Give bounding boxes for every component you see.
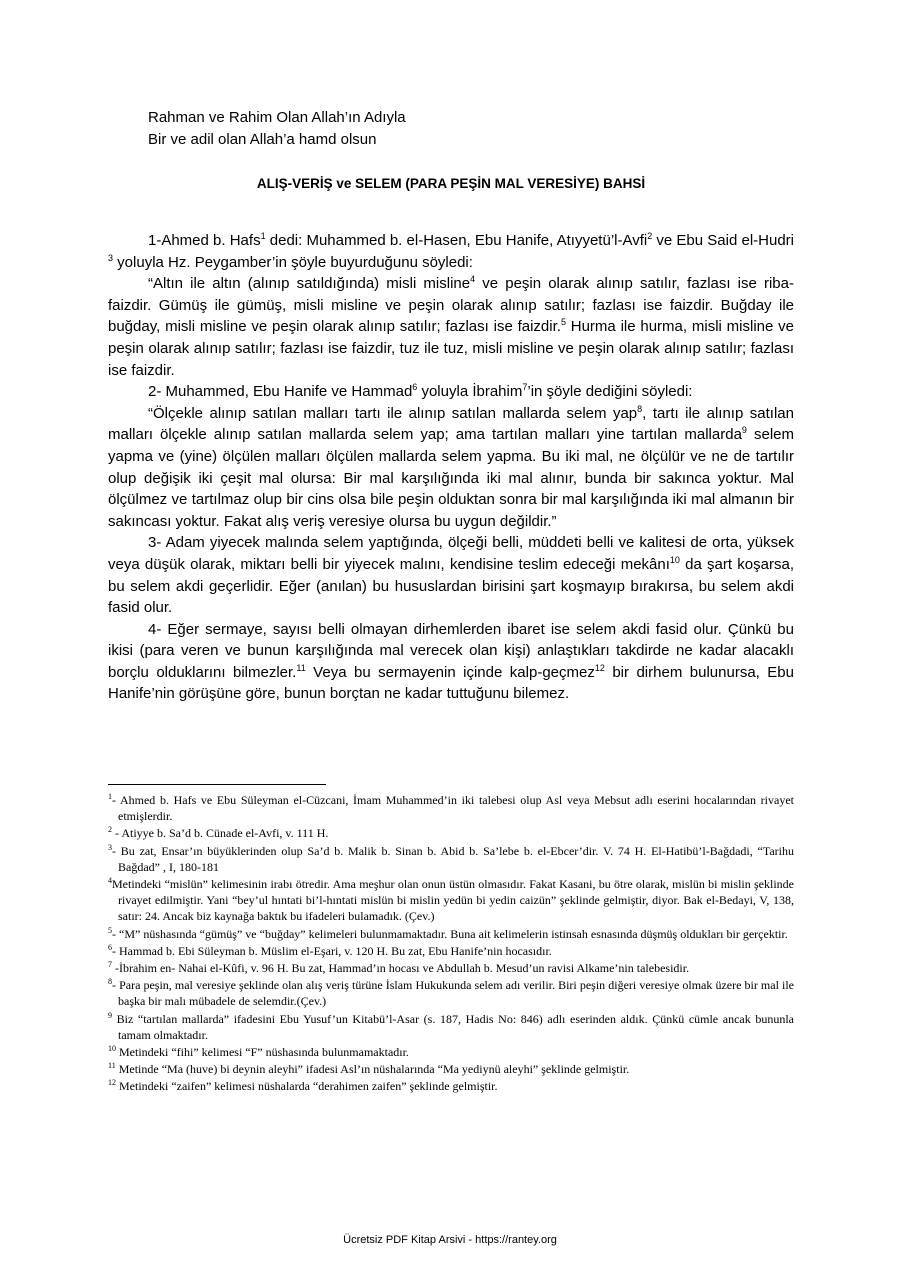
paragraph-5 xyxy=(108,532,794,618)
text-run: da şart koşarsa, bu selem akdi geçerlidir. Eğer (anılan) bu hususlardan birisini şart koşmayıp bırakırsa, bu selem akdi fasid olur. xyxy=(108,555,794,617)
footnote-text: - Atiyye b. Sa’d b. Cünade el-Avfi, v. 111 H. xyxy=(112,826,329,841)
text-run: , tartı ile alınıp satılan malları ölçekle alınıp satılan mallarda selem yap; ama tartılan malları yine tartılan mallarda xyxy=(108,404,794,444)
text-run: “Altın ile altın (alınıp satıldığında) misli misline xyxy=(148,275,471,293)
footnote xyxy=(108,960,794,976)
footnote-ref[interactable]: 10 xyxy=(669,554,680,565)
footnote xyxy=(108,1061,794,1077)
footnote-number: 5 xyxy=(108,925,112,935)
footnote xyxy=(108,1044,794,1060)
paragraph-3 xyxy=(108,381,794,403)
footnote-number: 2 xyxy=(108,825,112,835)
opening-invocation xyxy=(148,107,406,151)
footnotes xyxy=(108,792,794,1096)
page-footer: Ücretsiz PDF Kitap Arsivi - https://rantey.org xyxy=(343,1234,557,1246)
footnote-text: Metindeki “mislün” kelimesinin irabı ötredir. Ama meşhur olan onun üstün olmasıdır. Fakat Kasani, bu ötre olarak, mislün bi mislin şeklinde rivayet edilmiştir. Yani “bey’ul hıntati bi’l-hıntati mislün bi mislin yedün bi yedin caizün” şeklinde gelmiştir, diyor. Bak el-Bedayi, V, 138, satır: 24. Ancak biz kaynağa baktık bu ifadeleri bulamadık. (Çev.) xyxy=(112,877,794,924)
invocation-line-1: Rahman ve Rahim Olan Allah’ın Adıyla xyxy=(148,109,406,126)
footnote-text: - “M” nüshasında “gümüş” ve “buğday” kelimeleri bulunmamaktadır. Buna ait kelimelerin istinsah esnasında düşmüş oldukları bir gerçektir. xyxy=(112,926,788,941)
footnote-number: 10 xyxy=(108,1044,116,1054)
paragraph-6 xyxy=(108,619,794,705)
footnote-number: 4 xyxy=(108,876,112,886)
footnote xyxy=(108,977,794,1009)
footnote-number: 12 xyxy=(108,1078,116,1088)
footnote-text: - Para peşin, mal veresiye şeklinde olan alış veriş türüne İslam Hukukunda selem adı verilir. Biri peşin diğeri veresiye olmak üzere bir mal ile başka bir malı mübadele de selemdir.(Çev.) xyxy=(112,978,794,1009)
footnote-divider xyxy=(108,784,326,785)
footnote xyxy=(108,943,794,959)
invocation-line-2: Bir ve adil olan Allah’a hamd olsun xyxy=(148,131,377,148)
footnote-ref[interactable]: 8 xyxy=(637,403,643,414)
footnote-text: Biz “tartılan mallarda” ifadesini Ebu Yusuf’un Kitabü’l-Asar (s. 187, Hadis No: 846) adlı eserinden aldık. Çünkü cümle ancak bununla tamam olmaktadır. xyxy=(112,1011,794,1042)
footnote-ref[interactable]: 4 xyxy=(470,274,476,285)
text-run: 1-Ahmed b. Hafs xyxy=(148,232,261,249)
text-run: Hurma ile hurma, misli misline ve peşin olarak alınıp satılır; fazlası ise faizdir, tuz ile tuz, misli misline ve peşin olarak alınıp satılır; fazlası ise faizdir. xyxy=(108,318,794,379)
text-run: yoluyla Hz. Peygamber’in şöyle buyurduğunu söyledi: xyxy=(113,253,473,271)
footnote-ref[interactable]: 6 xyxy=(412,382,418,393)
footnote xyxy=(108,876,794,925)
footnote-text: - Ahmed b. Hafs ve Ebu Süleyman el-Cüzcani, İmam Muhammed’in iki talebesi olup Asl veya Mebsut adlı eserini hocalarından rivayet etmişlerdir. xyxy=(112,793,794,824)
footnote-text: -İbrahim en- Nahai el-Kûfi, v. 96 H. Bu zat, Hammad’ın hocası ve Abdullah b. Mesud’un ravisi Alkame’nin talebesidir. xyxy=(112,961,690,976)
footnote-number: 3 xyxy=(108,842,112,852)
footnote-ref[interactable]: 5 xyxy=(560,317,566,328)
footnote-ref[interactable]: 3 xyxy=(108,252,114,263)
text-run: ve peşin olarak alınıp satılır, fazlası ise riba-faizdir. Gümüş ile gümüş, misli misline ve peşin olarak alınıp satılır; fazlası ise faizdir. Buğday ile buğday, misli misline ve peşin olarak alınıp satılır; fazlası ise faizdir. xyxy=(108,275,794,336)
footnote xyxy=(108,1078,794,1094)
footnote-text: - Bu zat, Ensar’ın büyüklerinden olup Sa’d b. Malik b. Sinan b. Abid b. Sa’lebe b. el-Ebcer’dir. V. 74 H. El-Hatibü’l-Bağdadi, “Tarihu Bağdad” , I, 180-181 xyxy=(112,843,794,874)
footnote xyxy=(108,1011,794,1043)
text-run: ve Ebu Said el-Hudri xyxy=(652,232,794,249)
footnote-ref[interactable]: 11 xyxy=(296,662,306,673)
footnote-ref[interactable]: 2 xyxy=(647,231,653,241)
text-run: Veya bu sermayenin içinde kalp-geçmez xyxy=(305,663,595,681)
footnote-ref[interactable]: 12 xyxy=(594,662,605,673)
paragraph-1 xyxy=(108,230,794,273)
footnote-text: Metindeki “fihi” kelimesi “F” nüshasında bulunmamaktadır. xyxy=(116,1045,409,1060)
paragraph-4 xyxy=(108,403,794,533)
footnote-number: 7 xyxy=(108,960,112,970)
footnote-number: 9 xyxy=(108,1010,112,1020)
main-text xyxy=(108,230,794,705)
footnote xyxy=(108,792,794,824)
text-run: yoluyla İbrahim xyxy=(417,383,523,401)
footnote-number: 11 xyxy=(108,1061,116,1071)
footnote-number: 8 xyxy=(108,977,112,987)
text-run: ’in şöyle dediğini söyledi: xyxy=(527,383,693,401)
text-run: selem yapma ve (yine) ölçülen malları ölçülen mallarda selem yapma. Bu iki mal, ne ölçülür ve ne de tartılır olup değişik iki çeşit mal olursa: Bir mal karşılığında iki mal alınır, bunda bir sakınca yoktur. Mal ölçülmez ve tartılmaz olup bir cins olsa bile peşin olduktan sonra bir mal karşılığında iki mal almanın bir sakıncası yoktur. Fakat alış veriş veresiye olursa bu uygun değildir.” xyxy=(108,426,794,530)
paragraph-2 xyxy=(108,273,794,381)
text-run: bir dirhem bulunursa, Ebu Hanife’nin görüşüne göre, bunun borçtan ne kadar tuttuğunu bilemez. xyxy=(108,663,794,703)
footnote xyxy=(108,825,794,841)
text-run: 2- Muhammed, Ebu Hanife ve Hammad xyxy=(148,383,413,401)
footnote-number: 1 xyxy=(108,792,112,801)
footnote-text: - Hammad b. Ebi Süleyman b. Müslim el-Eşari, v. 120 H. Bu zat, Ebu Hanife’nin hocasıdır. xyxy=(112,943,552,958)
footnote-ref[interactable]: 9 xyxy=(741,425,747,436)
text-run: 4- Eğer sermaye, sayısı belli olmayan dirhemlerden ibaret ise selem akdi fasid olur. Çünkü bu ikisi (para veren ve bunun karşılığında mal verecek olan kişi) anlaştıkları takdirde ne kadar alacaklı borçlu olduklarını bilmezler. xyxy=(108,620,794,681)
text-run: dedi: Muhammed b. el-Hasen, Ebu Hanife, Atıyyetü’l-Avfi xyxy=(265,232,648,249)
section-title: ALIŞ-VERİŞ ve SELEM (PARA PEŞİN MAL VERESİYE) BAHSİ xyxy=(256,176,646,191)
footnote xyxy=(108,843,794,875)
text-run: “Ölçekle alınıp satılan malları tartı ile alınıp satılan mallarda selem yap xyxy=(148,404,638,422)
footnote-text: Metindeki “zaifen” kelimesi nüshalarda “derahimen zaifen” şeklinde gelmiştir. xyxy=(116,1079,498,1094)
footnote-text: Metinde “Ma (huve) bi deynin aleyhi” ifadesi Asl’ın nüshalarında “Ma yediynü aleyhi” şeklinde gelmiştir. xyxy=(115,1062,630,1077)
footnote xyxy=(108,926,794,942)
footnote-ref[interactable]: 1 xyxy=(260,231,266,241)
footnote-ref[interactable]: 7 xyxy=(522,382,528,393)
footnote-number: 6 xyxy=(108,942,112,952)
text-run: 3- Adam yiyecek malında selem yaptığında, ölçeği belli, müddeti belli ve kalitesi de orta, yüksek veya düşük olarak, miktarı belli bir yiyecek malını, kendisine teslim edeceği mekânı xyxy=(108,534,794,573)
